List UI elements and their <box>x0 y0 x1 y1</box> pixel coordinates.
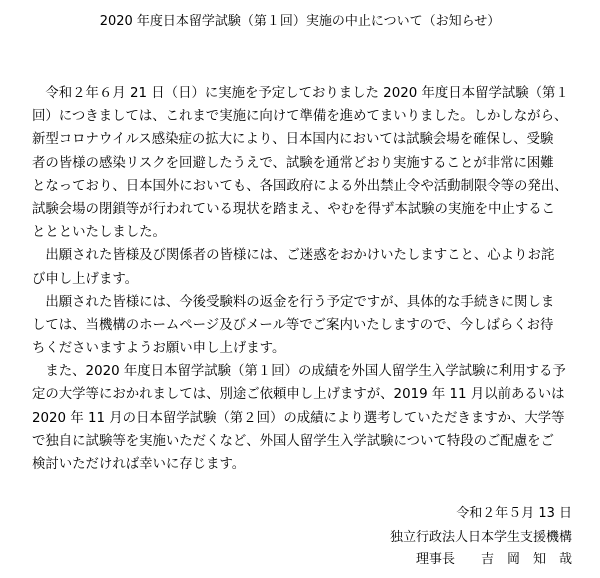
body-line: で独自に試験等を実施いただくなど、外国人留学生入学試験について特段のご配慮をご <box>32 433 554 449</box>
body-line: 試験会場の閉鎖等が行われている現状を踏まえ、やむを得ず本試験の実施を中止するこ <box>32 201 556 217</box>
signatory-name: 理事長 吉 岡 知 哉 <box>415 552 572 567</box>
body-line: 者の皆様の感染リスクを回避したうえで、試験を通常どおり実施することが非常に困難 <box>32 155 554 171</box>
document-body <box>32 82 592 476</box>
issuing-organization: 独立行政法人日本学生支援機構 <box>389 530 572 545</box>
body-line: 検討いただければ幸いに存じます。 <box>32 457 246 472</box>
body-line: 回）につきましては、これまで実施に向けて準備を進めてまいりました。しかしながら、 <box>32 109 568 125</box>
body-line: また、2020 年度日本留学試験（第１回）の成績を外国人留学生入学試験に利用する予 <box>32 364 566 380</box>
body-line: 定の大学等におかれましては、別途ご依頼申し上げますが、2019 年 11 月以前あるいは <box>32 387 565 403</box>
body-line: 出願された皆様には、今後受験料の返金を行う予定ですが、具体的な手続きに関しま <box>32 294 555 310</box>
body-line: ちくださいますようお願い申し上げます。 <box>32 341 286 357</box>
body-line: 新型コロナウイルス感染症の拡大により、日本国内においては試験会場を確保し、受験 <box>32 132 554 148</box>
document-title: 2020 年度日本留学試験（第１回）実施の中止について（お知らせ） <box>99 14 501 29</box>
body-line: ととといたしました。 <box>32 225 166 241</box>
body-line: 令和２年６月 21 日（日）に実施を予定しておりました 2020 年度日本留学試験（第１ <box>32 86 569 101</box>
body-line: となっており、日本国外においても、各国政府による外出禁止令や活動制限令等の発出、 <box>32 178 568 194</box>
issue-date: 令和２年５月 13 日 <box>456 506 572 521</box>
body-line: 2020 年 11 月の日本留学試験（第２回）の成績により選考していただきますか、大学等 <box>32 410 565 426</box>
body-line: しては、当機構のホームページ及びメール等でご案内いたしますので、今しばらくお待 <box>32 317 554 333</box>
body-line: 出願された皆様及び関係者の皆様には、ご迷惑をおかけいたしますこと、心よりお詫 <box>32 248 555 264</box>
body-line: び申し上げます。 <box>32 271 139 287</box>
